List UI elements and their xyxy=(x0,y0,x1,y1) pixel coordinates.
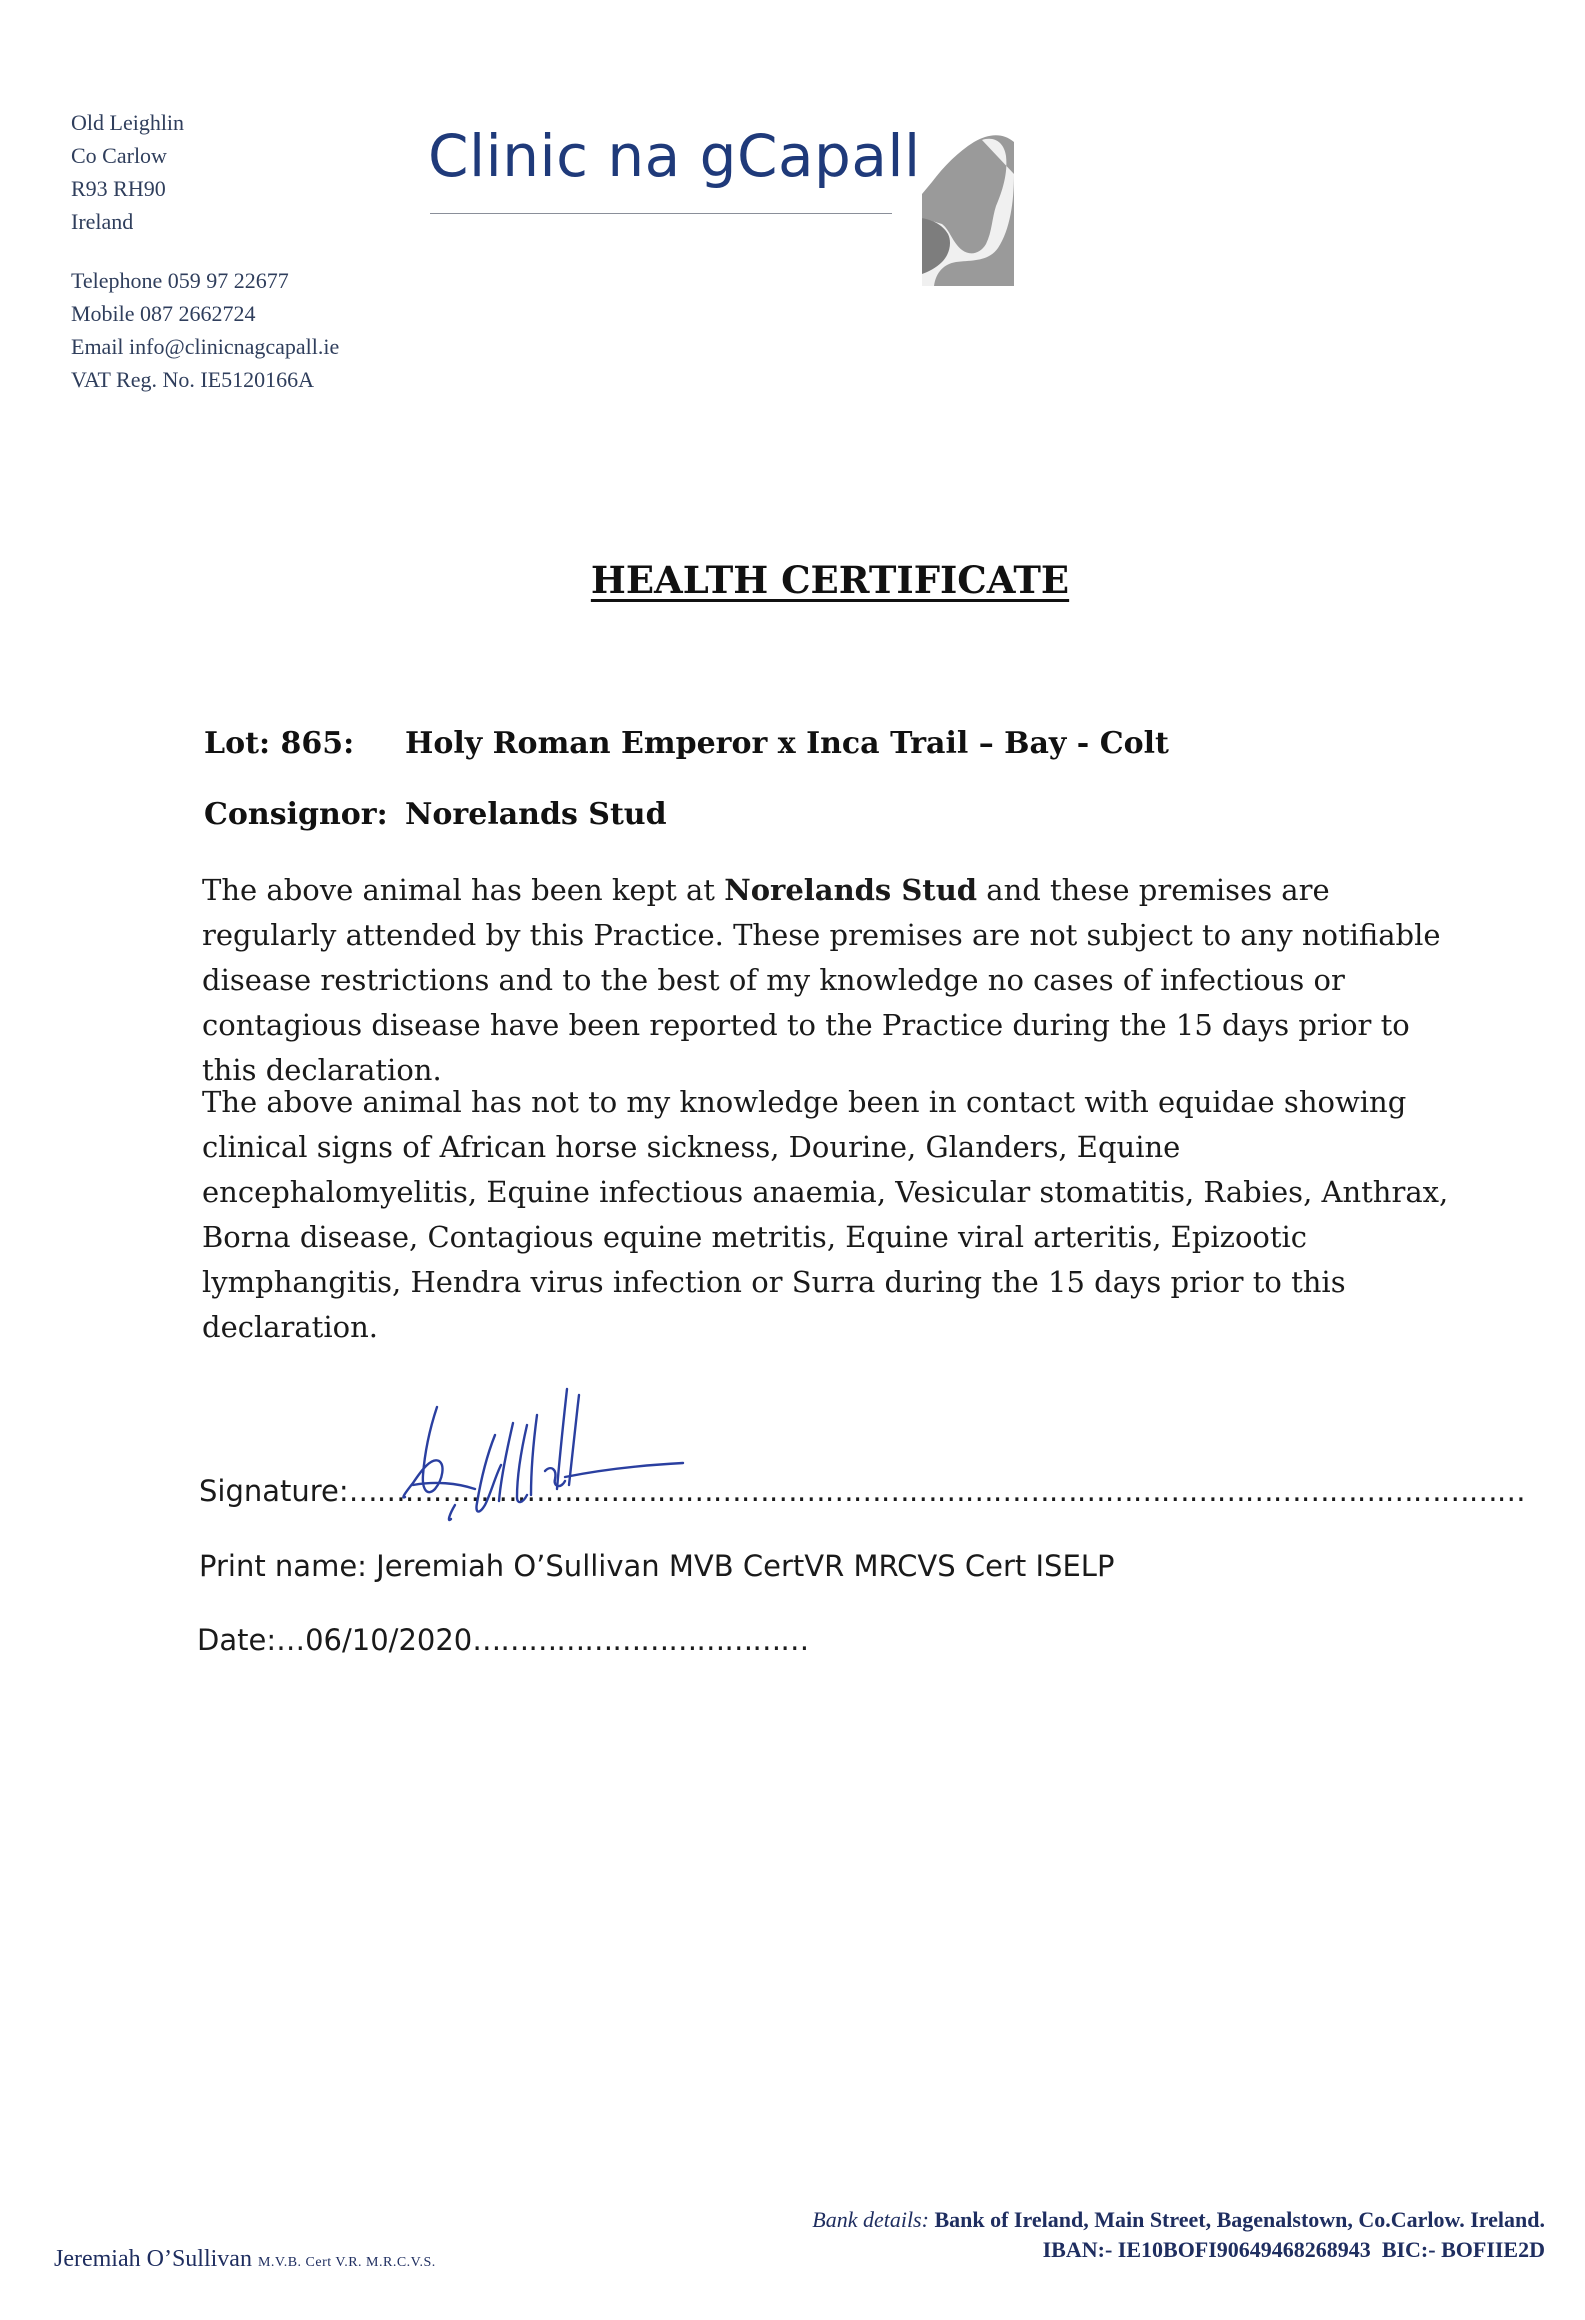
bank-details: Bank of Ireland, Main Street, Bagenalstown, Co.Carlow. Ireland. xyxy=(934,2207,1545,2232)
logo-underline xyxy=(430,213,892,214)
date-dots: ……………………………… xyxy=(472,1623,809,1657)
footer-bank xyxy=(812,2205,1545,2265)
signature-label: Signature: xyxy=(199,1474,349,1508)
address-line-1: Old Leighlin xyxy=(71,110,185,135)
paragraph2-text: The above animal has not to my knowledge been in contact with equidae showing clinical signs of African horse sickness, Dourine, Glanders, Equine encephalomyelitis, Equine infectious anaemia, Vesicular stomatitis, Rabies, Anthrax, Borna disease, Contagious equine metritis, Equine viral arteritis, Epizootic lymphangitis, Hendra virus infection or Surra during the 15 days prior to this declaration. xyxy=(202,1085,1449,1344)
vat-line: VAT Reg. No. IE5120166A xyxy=(71,367,315,392)
iban: IBAN:- IE10BOFI90649468268943 xyxy=(1042,2237,1371,2262)
footer-vet-quals: M.V.B. Cert V.R. M.R.C.V.S. xyxy=(257,2255,436,2270)
mobile-line: Mobile 087 2662724 xyxy=(71,301,256,326)
telephone-line: Telephone 059 97 22677 xyxy=(71,268,289,293)
signature-dots: ……………………………………………………………………………………………………………… xyxy=(348,1474,1525,1508)
address-line-2: Co Carlow xyxy=(71,143,167,168)
certificate-title: HEALTH CERTIFICATE xyxy=(590,558,1070,602)
print-name-line: Print name: Jeremiah O’Sullivan MVB CertVR MRCVS Cert ISELP xyxy=(199,1549,1115,1583)
date-row xyxy=(197,1623,808,1657)
bic: BIC:- BOFIIE2D xyxy=(1381,2237,1545,2262)
clinic-logo-name: Clinic na gCapall xyxy=(428,122,921,190)
lot-label: Lot: 865: xyxy=(204,726,355,761)
footer-vet-name: Jeremiah O’Sullivan xyxy=(54,2246,252,2272)
footer-vet xyxy=(54,2246,436,2273)
address-line-4: Ireland xyxy=(71,209,134,234)
date-value: 06/10/2020 xyxy=(305,1623,473,1657)
date-label: Date:… xyxy=(197,1623,306,1657)
consignor-value: Norelands Stud xyxy=(405,797,667,832)
premises-paragraph xyxy=(202,868,1462,1093)
address-line-3: R93 RH90 xyxy=(71,176,166,201)
paragraph1-start: The above animal has been kept at xyxy=(202,873,725,907)
paragraph1-end: and these premises are regularly attended by this Practice. These premises are not subject to any notifiable disease restrictions and to the best of my knowledge no cases of infectious or contagious disease have been reported to the Practice during the 15 days prior to this declaration. xyxy=(202,873,1441,1087)
contact-paragraph xyxy=(202,1080,1462,1350)
premises-name: Norelands Stud xyxy=(724,873,978,907)
lot-value: Holy Roman Emperor x Inca Trail – Bay - Colt xyxy=(405,726,1169,761)
letterhead-address xyxy=(71,106,339,396)
handwritten-signature xyxy=(395,1385,685,1525)
email-line: Email info@clinicnagcapall.ie xyxy=(71,334,340,359)
consignor-label: Consignor: xyxy=(204,797,388,832)
horse-head-icon xyxy=(922,122,1014,286)
bank-label: Bank details: xyxy=(812,2207,929,2232)
